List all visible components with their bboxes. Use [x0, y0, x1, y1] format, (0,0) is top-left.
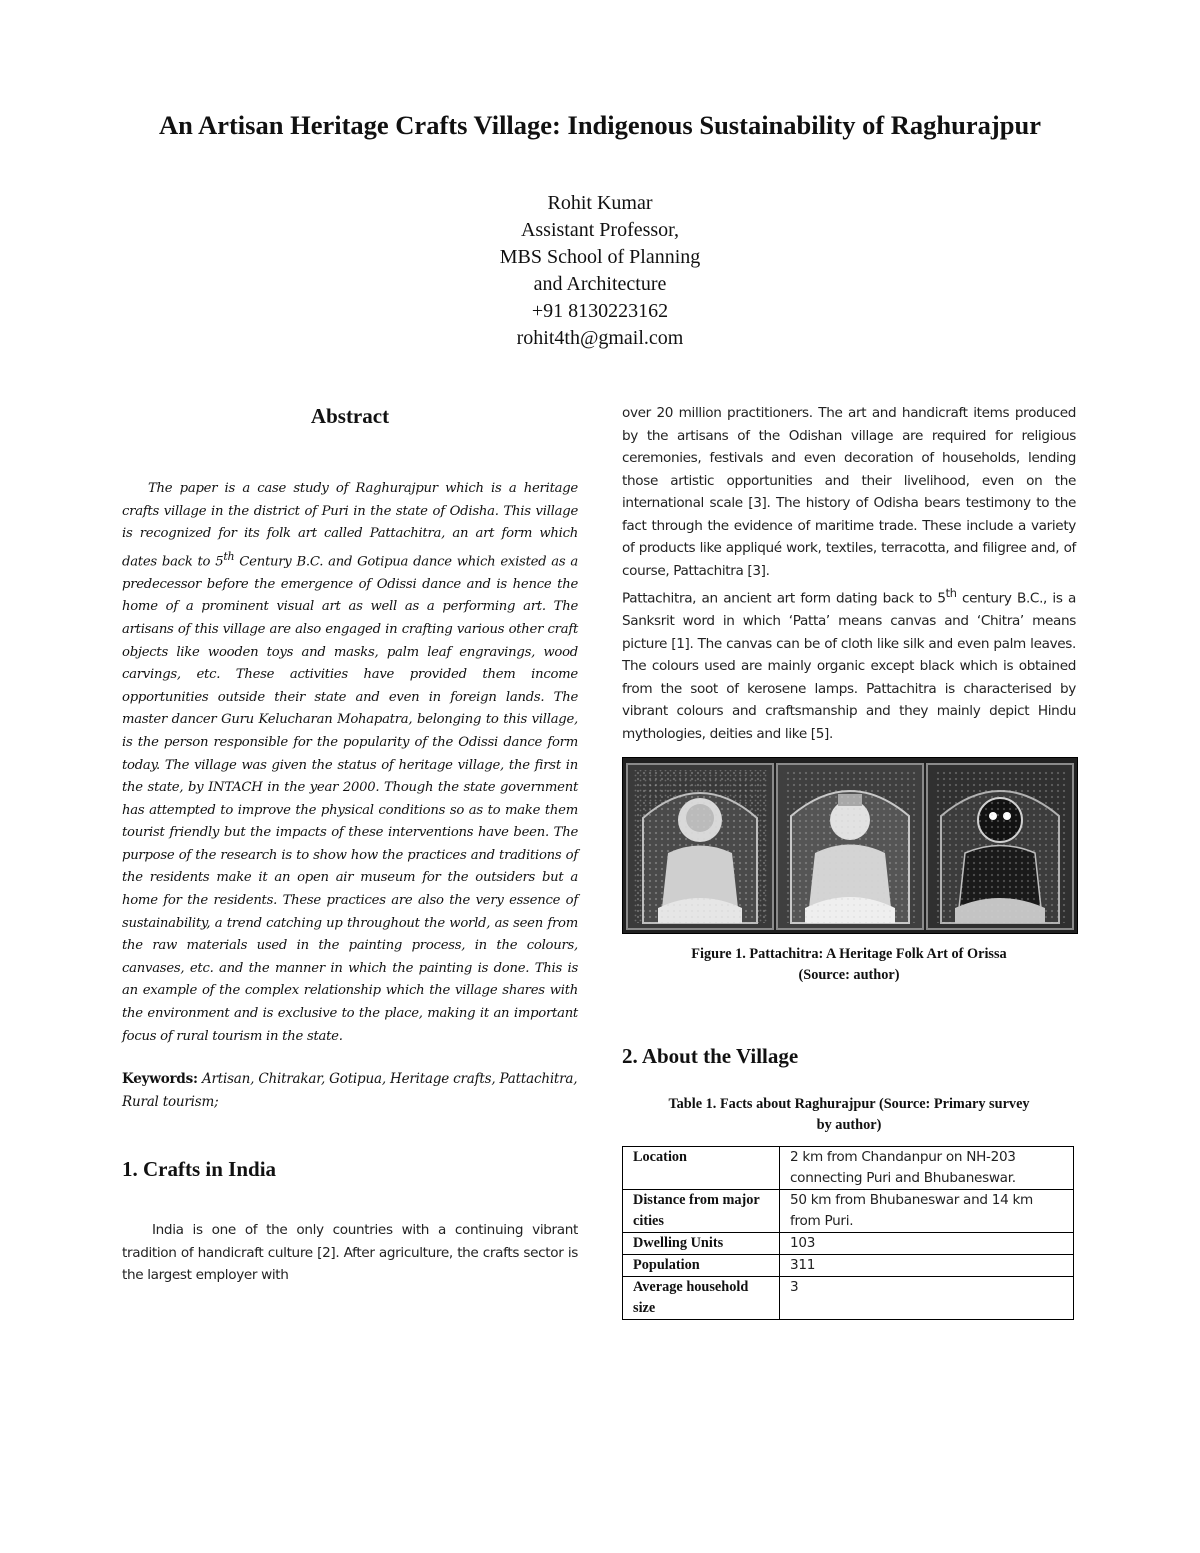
pattachitra-superscript: th [945, 586, 957, 600]
author-position: Assistant Professor, [520, 219, 680, 241]
crafts-paragraph-continued: over 20 million practitioners. The art and handicraft items produced by the artisans of the Odishan village are required for religious ceremonies, festivals and even decoration of households, lending those artistic opportunities and their livelihood, even on the international scale [3]. The history of Odisha bears testimony to the fact through the evidence of maritime trade. These include a variety of products like appliqué work, textiles, terracotta, and filigree and, of course, Pattachitra [3]. [622, 405, 1076, 579]
author-affiliation-line2: and Architecture [533, 273, 667, 295]
abstract-superscript: th [223, 549, 235, 563]
abstract-text [122, 478, 578, 1048]
pattachitra-paragraph [622, 582, 1076, 745]
table-caption [622, 1094, 1076, 1136]
author-name: Rohit Kumar [547, 192, 653, 214]
figure-caption [622, 944, 1076, 986]
table-row [623, 1255, 1074, 1277]
abstract-text-part2: Century B.C. and Gotipua dance which existed as a predecessor before the emergence of Odissi dance and is hence the home of a prominent visual art as well as a performing art. The artisans of this village are also engaged in crafting various other craft objects like wooden toys and masks, palm leaf engravings, wood carvings, etc. These activities have provided them income opportunities outside their state and even in foreign lands. The master dancer Guru Kelucharan Mohapatra, belonging to this village, is the person responsible for the popularity of the Odissi dance form today. The village was given the status of heritage village, the first in the state, by INTACH in the year 2000. Though the state government has attempted to improve the physical conditions so as to make them tourist friendly but the impacts of these interventions have been. The purpose of the research is to show how the practices and traditions of the residents make it an open air museum for the outsiders but a home for the residents. These practices are also the very essence of sustainability, a trend catching up throughout the world, as seen from the raw materials used in the painting process, in the colours, canvases, etc. and the manner in which the painting is done. This is an example of the complex relationship which the village shares with the environment and is exclusive to the place, making it an important focus of rural tourism in the state. [122, 554, 579, 1044]
table-value-cell: 2 km from Chandanpur on NH-203 connecting Puri and Bhubaneswar. [780, 1147, 1074, 1190]
facts-table [622, 1146, 1074, 1320]
table-row [623, 1277, 1074, 1320]
table-key-cell: Location [623, 1147, 780, 1190]
table-caption-line2: by author) [816, 1117, 882, 1134]
keywords [122, 1068, 578, 1113]
abstract-text-part1: The paper is a case study of Raghurajpur which is a heritage crafts village in the district of Puri in the state of Odisha. This village is recognized for its folk art called Pattachitra, an art form which dates back to 5 [122, 481, 578, 570]
pattachitra-text-part2: century B.C., is a Sanksrit word in which ‘Patta’ means canvas and ‘Chitra’ means picture [1]. The canvas can be of cloth like silk and even palm leaves. The colours used are mainly organic except black which is obtained from the soot of kerosene lamps. Pattachitra is characterised by vibrant colours and craftsmanship and they mainly depict Hindu mythologies, deities and like [5]. [622, 590, 1076, 742]
table-key-cell: Average household size [623, 1277, 780, 1320]
pattachitra-text-part1: Pattachitra, an ancient art form dating back to 5 [622, 590, 946, 607]
figure-caption-line2: (Source: author) [798, 967, 900, 984]
painting-panel-1 [627, 764, 773, 929]
table-value-cell: 3 [780, 1277, 1074, 1320]
abstract-heading: Abstract [310, 404, 390, 428]
table-caption-line1: Table 1. Facts about Raghurajpur (Source: Primary survey [668, 1096, 1030, 1113]
table-value-cell: 50 km from Bhubaneswar and 14 km from Puri. [780, 1190, 1074, 1233]
table-row [623, 1233, 1074, 1255]
section-heading-crafts: 1. Crafts in India [122, 1157, 277, 1182]
table-key-cell: Dwelling Units [623, 1233, 780, 1255]
painting-panel-2 [777, 764, 923, 929]
table-key-cell: Population [623, 1255, 780, 1277]
table-key-cell: Distance from major cities [623, 1190, 780, 1233]
author-block [300, 190, 900, 352]
pattachitra-figure-image [622, 757, 1078, 934]
pattachitra-paintings-illustration [623, 758, 1077, 933]
table-value-cell: 311 [780, 1255, 1074, 1277]
figure-caption-line1: Figure 1. Pattachitra: A Heritage Folk Art of Orissa [691, 946, 1007, 963]
section-heading-village: 2. About the Village [622, 1044, 799, 1069]
author-phone: +91 8130223162 [531, 300, 669, 322]
table-row [623, 1190, 1074, 1233]
paper-title: An Artisan Heritage Crafts Village: Indigenous Sustainability of Raghurajpur [159, 110, 1041, 140]
author-email: rohit4th@gmail.com [516, 327, 684, 349]
left-column [122, 402, 578, 1287]
author-affiliation-line1: MBS School of Planning [499, 246, 701, 268]
keywords-list: Artisan, Chitrakar, Gotipua, Heritage crafts, Pattachitra, Rural tourism; [122, 1071, 578, 1110]
painting-panel-3 [927, 764, 1073, 929]
crafts-paragraph-start: India is one of the only countries with a continuing vibrant tradition of handicraft culture [2]. After agriculture, the crafts sector is the largest employer with [122, 1222, 578, 1284]
table-row [623, 1147, 1074, 1190]
right-column [622, 402, 1076, 1320]
keywords-label: Keywords: [122, 1071, 198, 1088]
table-value-cell: 103 [780, 1233, 1074, 1255]
